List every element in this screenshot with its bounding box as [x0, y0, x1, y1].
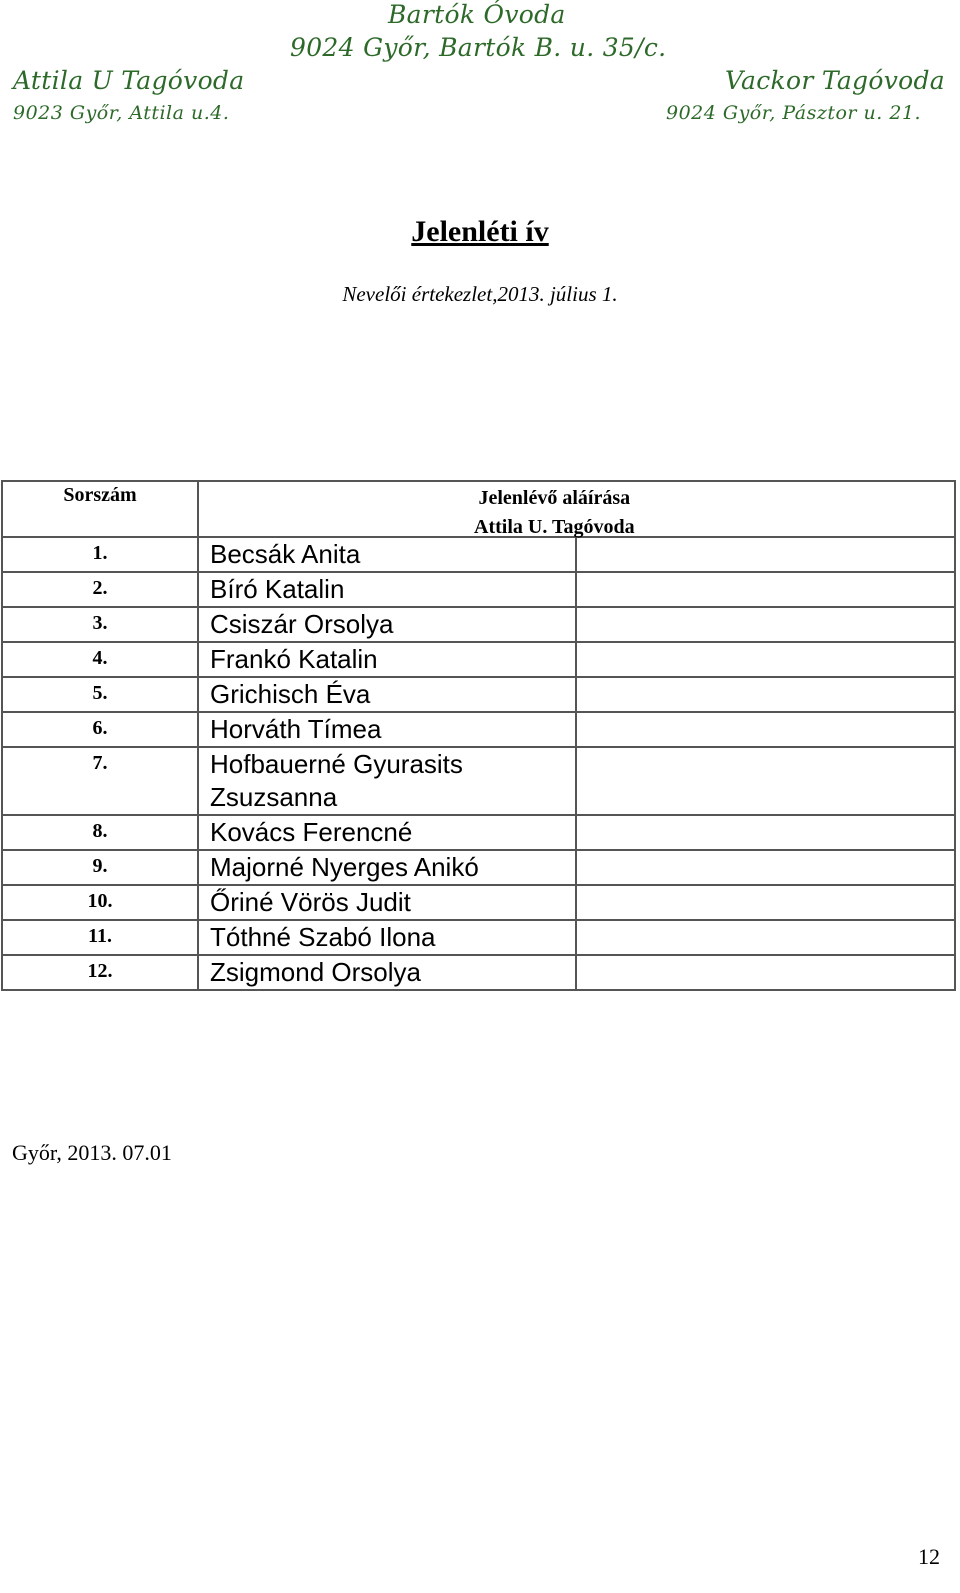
signature-cell [576, 850, 955, 885]
row-number: 1. [2, 537, 198, 572]
row-name: Frankó Katalin [198, 642, 576, 677]
signature-cell [576, 920, 955, 955]
document-subtitle: Nevelői értekezlet,2013. július 1. [342, 282, 618, 306]
row-name: Csiszár Orsolya [198, 607, 576, 642]
table-header-row [2, 481, 955, 537]
table-row [2, 712, 955, 747]
row-number: 8. [2, 815, 198, 850]
header-signature-sublabel: Attila U. Tagóvoda [474, 516, 635, 538]
right-org-address: 9024 Győr, Pásztor u. 21. [666, 102, 922, 124]
row-number: 10. [2, 885, 198, 920]
signature-cell [576, 815, 955, 850]
header-number-label: Sorszám [63, 484, 137, 506]
row-name-line1: Hofbauerné Gyurasits [210, 749, 463, 779]
left-org-name: Attila U Tagóvoda [13, 66, 245, 95]
row-name: Becsák Anita [198, 537, 576, 572]
row-number: 3. [2, 607, 198, 642]
row-number: 6. [2, 712, 198, 747]
table-row [2, 815, 955, 850]
signature-cell [576, 747, 955, 815]
signature-cell [576, 885, 955, 920]
attendance-table [1, 480, 956, 991]
row-number: 11. [2, 920, 198, 955]
table-row [2, 747, 955, 815]
row-number: 12. [2, 955, 198, 990]
table-row [2, 920, 955, 955]
table-row [2, 537, 955, 572]
row-name: Bíró Katalin [198, 572, 576, 607]
signature-cell [576, 955, 955, 990]
row-number: 2. [2, 572, 198, 607]
header-signature-cell [198, 481, 955, 537]
row-name: Zsigmond Orsolya [198, 955, 576, 990]
row-number: 5. [2, 677, 198, 712]
table-row [2, 885, 955, 920]
row-name: Őriné Vörös Judit [198, 885, 576, 920]
header-number-cell [2, 481, 198, 537]
left-org-address: 9023 Győr, Attila u.4. [13, 102, 230, 124]
signature-cell [576, 607, 955, 642]
row-number: 9. [2, 850, 198, 885]
signature-cell [576, 537, 955, 572]
row-name: Kovács Ferencné [198, 815, 576, 850]
signature-cell [576, 642, 955, 677]
main-org-name: Bartók Óvoda [388, 0, 566, 29]
row-name-line2: Zsuzsanna [210, 782, 338, 812]
place-date: Győr, 2013. 07.01 [12, 1140, 172, 1165]
table-row [2, 850, 955, 885]
document-title: Jelenléti ív [411, 215, 549, 248]
row-name: Majorné Nyerges Anikó [198, 850, 576, 885]
table-row [2, 572, 955, 607]
row-name: Grichisch Éva [198, 677, 576, 712]
table-row [2, 642, 955, 677]
page-number: 12 [918, 1544, 940, 1569]
table-row [2, 607, 955, 642]
row-name: Tóthné Szabó Ilona [198, 920, 576, 955]
row-number: 4. [2, 642, 198, 677]
row-name [198, 747, 576, 815]
table-row [2, 677, 955, 712]
table-row [2, 955, 955, 990]
row-number: 7. [2, 747, 198, 815]
row-name: Horváth Tímea [198, 712, 576, 747]
main-org-address: 9024 Győr, Bartók B. u. 35/c. [290, 33, 667, 62]
header-signature-label: Jelenlévő aláírása [478, 487, 631, 509]
signature-cell [576, 677, 955, 712]
signature-cell [576, 712, 955, 747]
right-org-name: Vackor Tagóvoda [724, 66, 945, 95]
signature-cell [576, 572, 955, 607]
